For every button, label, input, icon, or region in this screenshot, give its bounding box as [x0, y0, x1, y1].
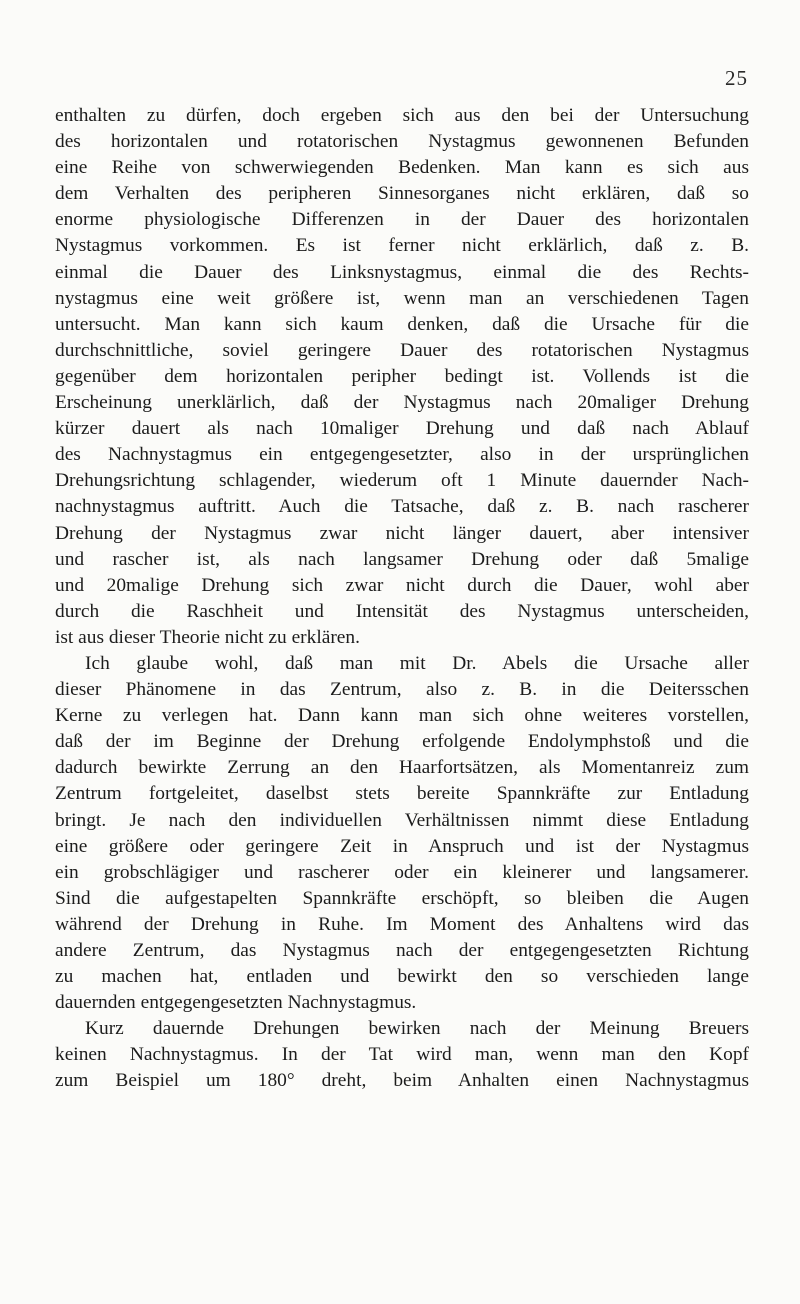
paragraph-2	[55, 651, 749, 1016]
text-line: daß der im Beginne der Drehung erfolgende Endolymphstoß und die	[55, 731, 749, 753]
text-line: durchschnittliche, soviel geringere Dauer des rotatorischen Nystagmus	[55, 339, 749, 361]
text-line: gegenüber dem horizontalen peripher bedingt ist. Vollends ist die	[55, 365, 749, 387]
text-line: und 20malige Drehung sich zwar nicht durch die Dauer, wohl aber	[55, 574, 749, 596]
text-line: nystagmus eine weit größere ist, wenn man an verschiedenen Tagen	[55, 287, 749, 309]
body-text	[55, 103, 749, 1095]
text-line: enorme physiologische Differenzen in der Dauer des horizontalen	[55, 209, 749, 231]
text-line: Ich glaube wohl, daß man mit Dr. Abels die Ursache aller	[85, 652, 749, 674]
text-line: Drehungsrichtung schlagender, wiederum oft 1 Minute dauernder Nach-	[55, 470, 749, 492]
text-line: dauernden entgegengesetzten Nachnystagmus.	[55, 992, 417, 1014]
paragraph-3	[55, 1016, 749, 1094]
text-line: durch die Raschheit und Intensität des Nystagmus unterscheiden,	[55, 600, 749, 622]
text-line: eine Reihe von schwerwiegenden Bedenken. Man kann es sich aus	[55, 157, 749, 179]
text-line: des Nachnystagmus ein entgegengesetzter, also in der ursprünglichen	[55, 444, 749, 466]
text-line: Sind die aufgestapelten Spannkräfte erschöpft, so bleiben die Augen	[55, 887, 749, 909]
text-line: Erscheinung unerklärlich, daß der Nystagmus nach 20maliger Drehung	[55, 392, 749, 414]
text-line: Zentrum fortgeleitet, daselbst stets bereite Spannkräfte zur Entladung	[55, 783, 749, 805]
text-line: eine größere oder geringere Zeit in Anspruch und ist der Nystagmus	[55, 835, 749, 857]
text-line: ein grobschlägiger und rascherer oder ein kleinerer und langsamerer.	[55, 861, 749, 883]
text-line: zum Beispiel um 180° dreht, beim Anhalten einen Nachnystagmus	[55, 1070, 749, 1092]
text-line: Kurz dauernde Drehungen bewirken nach der Meinung Breuers	[85, 1018, 749, 1040]
paragraph-1	[55, 103, 749, 651]
text-line: Nystagmus vorkommen. Es ist ferner nicht erklärlich, daß z. B.	[55, 235, 749, 257]
text-line: während der Drehung in Ruhe. Im Moment des Anhaltens wird das	[55, 913, 749, 935]
text-line: nachnystagmus auftritt. Auch die Tatsache, daß z. B. nach rascherer	[55, 496, 749, 518]
text-line: zu machen hat, entladen und bewirkt den so verschieden lange	[55, 966, 749, 988]
text-line: andere Zentrum, das Nystagmus nach der entgegengesetzten Richtung	[55, 940, 749, 961]
page-number: 25	[725, 66, 748, 90]
text-line: keinen Nachnystagmus. In der Tat wird man, wenn man den Kopf	[55, 1044, 749, 1066]
text-line: dadurch bewirkte Zerrung an den Haarfortsätzen, als Momentanreiz zum	[55, 757, 749, 779]
text-line: enthalten zu dürfen, doch ergeben sich aus den bei der Untersuchung	[55, 105, 749, 126]
text-line: Drehung der Nystagmus zwar nicht länger dauert, aber intensiver	[55, 522, 749, 544]
text-line: untersucht. Man kann sich kaum denken, daß die Ursache für die	[55, 313, 749, 335]
text-line: dieser Phänomene in das Zentrum, also z. B. in die Deitersschen	[55, 679, 749, 701]
text-line: und rascher ist, als nach langsamer Drehung oder daß 5malige	[55, 548, 749, 570]
text-line: dem Verhalten des peripheren Sinnesorganes nicht erklären, daß so	[55, 183, 749, 205]
text-line: kürzer dauert als nach 10maliger Drehung und daß nach Ablauf	[55, 418, 749, 440]
text-line: des horizontalen und rotatorischen Nystagmus gewonnenen Befunden	[55, 131, 749, 153]
text-line: ist aus dieser Theorie nicht zu erklären.	[55, 626, 360, 648]
text-line: Kerne zu verlegen hat. Dann kann man sich ohne weiteres vorstellen,	[55, 705, 749, 727]
text-line: bringt. Je nach den individuellen Verhältnissen nimmt diese Entladung	[55, 809, 749, 831]
text-line: einmal die Dauer des Linksnystagmus, einmal die des Rechts-	[55, 261, 749, 283]
